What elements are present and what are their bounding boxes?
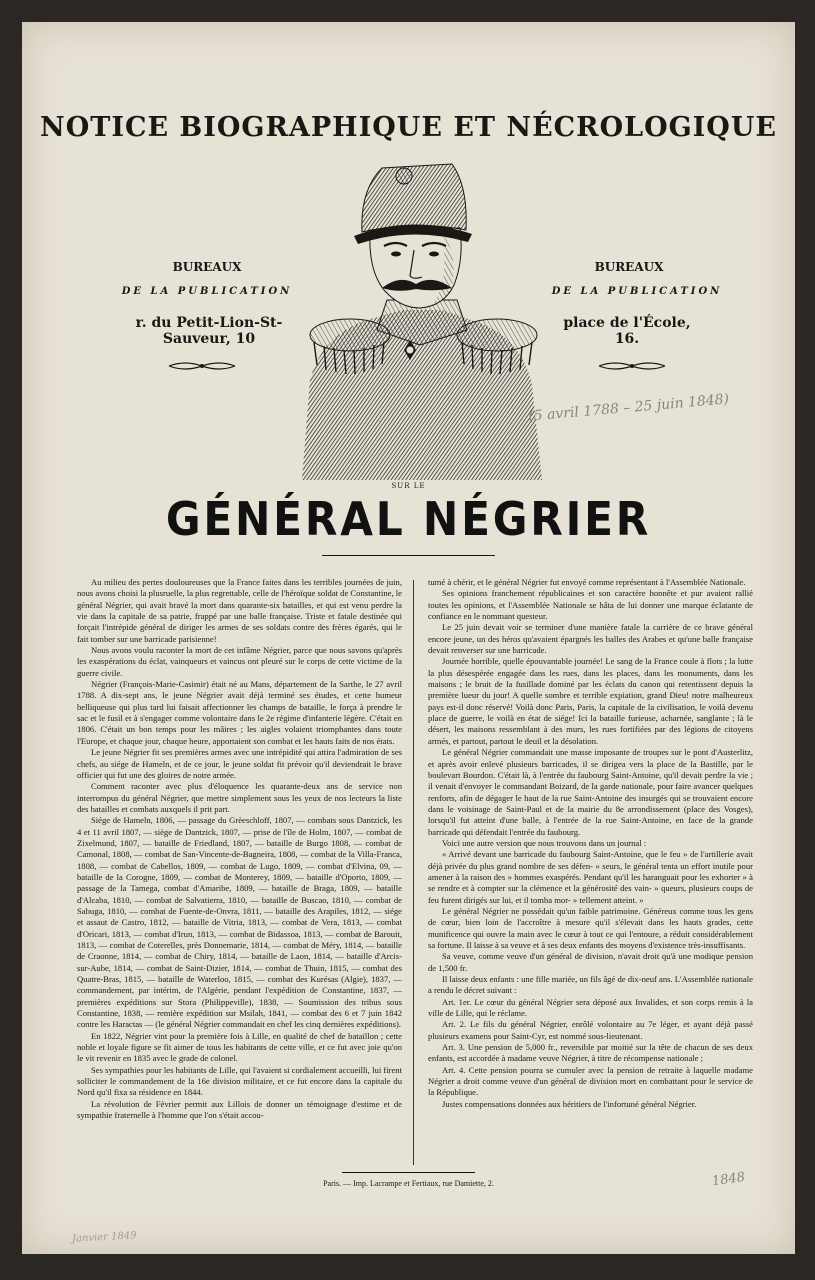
handwritten-dates: (5 avril 1788 – 25 juin 1848) — [527, 391, 730, 425]
right-publication-label: DE LA PUBLICATION — [551, 286, 723, 297]
paragraph: Nous avons voulu raconter la mort de cet infâme Négrier, parce que nous savons qu'après les exaspérations du éclat, vainqueurs et vaincus ont pleuré sur le corps de cette victime de la guerre civile. — [77, 645, 402, 678]
paragraph: Le général Négrier ne possédait qu'un faible patrimoine. Généreux comme tous les gens de cœur, bien loin de l'accroître à mesure qu'il s'élevait dans les hauts grades, cette munificence qui ouvre la main avec le cœur à tout ce qui l'entoure, a réduit considérablement sa fortune. Il laisse à sa veuve et à ses deux enfants des moyens d'existence très-insuffisants. — [428, 905, 753, 950]
poster-title: NOTICE BIOGRAPHIQUE ET NÉCROLOGIQUE — [40, 112, 777, 143]
poster-sheet — [22, 22, 795, 1254]
paragraph: « Arrivé devant une barricade du faubourg Saint-Antoine, que le feu » de l'artillerie avait déjà privée du plus grand nombre de ses défen- » seurs, le général tenta un effort inutile pour amener à la raison des » hommes exaspérés. Pendant qu'il les haranguait pour les exhorter » à se rendre et à compter sur la clémence et la générosité des vain- » queurs, plusieurs coups de feu furent dirigés sur lui, et il tomba mor- » tellement atteint. » — [428, 849, 753, 905]
left-ornament-icon — [167, 360, 237, 372]
paragraph: Au milieu des pertes douloureuses que la France faites dans les terribles journées de juin, nous avons choisi la plusruelle, la plus regrettable, celle de l'héroïque soldat de Constantine, le général Négrier, qui avait bravé la mort dans quarante-six batailles, et qui est venu perdre la vie dans la capitale de sa patrie, frappé par une balle française. Triste et fatale destinée qui forçait l'intrépide général de diriger les armes de ses soldats contre des frères égarés, qui le fait tomber sur une barricade parisienne! — [77, 577, 402, 644]
paragraph: Il laisse deux enfants : une fille mariée, un fils âgé de dix-neuf ans. L'Assemblée nationale a rendu le décret suivant : — [428, 974, 753, 996]
text-column-right — [428, 577, 753, 1169]
paragraph: La révolution de Février permit aux Lillois de donner un témoignage d'estime et de sympathie fraternelle à l'homme que l'on s'était accou- — [77, 1098, 402, 1121]
paragraph: Ses sympathies pour les habitants de Lille, qui l'avaient si cordialement accueilli, lui firent solliciter le commandement de la 16e division militaire, et ce fut encore dans la capitale du Nord qu'il fixa sa résidence en 1844. — [77, 1064, 402, 1098]
right-bureaux-label: BUREAUX — [594, 260, 664, 274]
sur-le-label: SUR LE — [391, 482, 426, 490]
general-name-heading: GÉNÉRAL NÉGRIER — [165, 492, 652, 546]
paragraph: Art. 3. Une pension de 5,000 fr., reversible par moitié sur la tête de chacun de ses deux enfants, est accordée à madame veuve Négrier, à titre de récompense nationale ; — [428, 1042, 753, 1064]
paragraph: Comment raconter avec plus d'éloquence les quarante-deux ans de service non interrompus du général Négrier, que mettre simplement sous les yeux de nos lecteurs la liste des batailles et combats auxquels il prit part. — [77, 781, 402, 814]
paragraph: Art. 2. Le fils du général Négrier, enrôlé volontaire au 7e léger, et ayant déjà passé plusieurs examens pour Saint-Cyr, est nommé sous-lieutenant. — [428, 1019, 753, 1041]
right-address: place de l'École, 16. — [563, 315, 691, 347]
text-column-left — [77, 577, 402, 1169]
paragraph: Voici une autre version que nous trouvons dans un journal : — [442, 837, 647, 848]
paragraph: Le jeune Négrier fit ses premières armes avec une intrépidité qui attira l'admiration de ses chefs, au siége de Hameln, et de ce jour, le jeune soldat fit prévoir qu'il deviendrait le brave officier qui fut une des gloires de notre armée. — [77, 747, 402, 780]
general-portrait-image — [292, 150, 548, 482]
paragraph: Siége de Hameln, 1806, — passage du Grèeschloff, 1807, — combats sous Dantzick, les 4 et 11 avril 1807, — siège de Dantzick, 1807, — prise de l'île de Holm, 1807, — combat de Zixelmund, 1807, — bataille de Friedland, 1807, — bataille de Burgo 1808, — combat de Camonal, 1808, — combat de San-Vincente-de-Bagneira, 1808, — combat de la Villa-Franca, 1808, — combat de Cabellos, 1809, — combat de Lugo, 1809, — combat d'Elvina, 09, — bataille de la Corogne, 1809, — combat de Monterey, 1809, — bataille d'Oporto, 1809, — passage de la Tamega, combat d'Amaribe, 1809, — bataille de Braga, 1809, — bataille d'Alcaba, 1810, — combat de Salvatierra, 1810, — bataille de Buscao, 1810, — combat de Sabuga, 1810, — combat de Fuente-de-Onvra, 1811, — bataille des Arapiles, 1812, — siége et assaut de Castro, 1812, — bataille de Vitria, 1813, — combat de Vera, 1813, — combat d'Oricari, 1813, — combat d'Irun, 1813, — combat de Bidassoa, 1813, — combat de Barouit, 1813, — combat de Coterelles, près Donnemarie, 1814, — combat de Méry, 1814, — bataille de Craonne, 1814, — combat de Chiry, 1814, — bataille de Laon, 1814, — bataille d'Arcis-sur-Aube, 1814, — combat de Saint-Dizier, 1814, — combat de Thuin, 1815, — combat des Quatre-Bras, 1815, — bataille de Waterloo, 1815, — combat des Kurésas (Algie), 1837, — commandement, par intérim, de l'Algérie, pendant l'expédition de Constantine, 1837, — premières expéditions sur Stora (Philippeville), 1838, — Soumission des tribus sous Constantine, 1838, — remière expédition sur Msilah, 1841, — combat des 6 et 7 juin 1842 contre les Haractas — (le général Négrier commandait en chef les cinq dernières expéditions). — [77, 815, 402, 1030]
left-address: r. du Petit-Lion-St-Sauveur, 10 — [135, 315, 283, 347]
paragraph: Ses opinions franchement républicaines et son caractère honnête et pur avaient rallié toutes les opinions, et l'Assemblée Nationale se hâta de lui donner une marque éclatante de confiance en le nommant questeur. — [428, 588, 753, 622]
paragraph: Négrier (François-Marie-Casimir) était né au Mans, département de la Sarthe, le 27 avril 1788. A dix-sept ans, le jeune Négrier avait déjà terminé ses études, et cette humeur belliqueuse qui plus tard lui faisait affectionner les champs de bataille, le força à prendre le sac et le fusil et à s'engager comme volontaire dans le 2e régime d'infanterie légère. C'était en 1806. C'était un bon temps pour les mâires ; les aigles volaient triomphantes dans toute l'Europe, et chaque jour, chaque heure, apportaient son combat et les hauts faits de nos états. — [77, 679, 402, 746]
paragraph: Le 25 juin devait voir se terminer d'une manière fatale la carrière de ce brave général encore jeune, un des héros qu'avaient épargnés les balles des Arabes et qu'une balle française devait renverser sur une barricade. — [428, 622, 753, 656]
column-divider — [413, 580, 414, 1165]
paragraph: Justes compensations données aux héritiers de l'infortuné général Négrier. — [442, 1098, 697, 1109]
paragraph: Art. 1er. Le cœur du général Négrier sera déposé aux Invalides, et son corps remis à la ville de Lille, qui le réclame. — [428, 996, 753, 1019]
footer-rule — [342, 1172, 475, 1173]
name-underline — [322, 555, 495, 556]
paragraph: Le général Négrier commandait une masse imposante de troupes sur le pont d'Austerlitz, et après avoir enlevé plusieurs barricades, il se dirigea vers la place de la Bastille, par le boulevart Bourdon. C'était là, à l'entrée du faubourg Saint-Antoine, qu'il devait perdre la vie ; il venait d'envoyer le commandant Boizard, de la garde nationale, pour faire avancer quelques renforts, afin de dégager le haut de la rue Saint-Antoine des insurgés qui se trouvaient encore dans le voisinage de Saint-Paul et de la mairie du 8e arrondissement (place des Vosges), lorsqu'il fut atteint d'une balle, à l'entrée de la rue Saint-Antoine, en face de la grande barricade qui défendait l'entrée du faubourg. — [428, 747, 753, 837]
paragraph: Sa veuve, comme veuve d'un général de division, n'avait droit qu'à une modique pension de 1,500 fr. — [428, 951, 753, 973]
paragraph: tumé à chérir, et le général Négrier fut envoyé comme représentant à l'Assemblée Nationale. — [428, 577, 746, 587]
left-bureaux-label: BUREAUX — [172, 260, 242, 274]
right-ornament-icon — [597, 360, 667, 372]
handwritten-note-right: 1848 — [711, 1169, 746, 1190]
paragraph: En 1822, Négrier vint pour la première fois à Lille, en qualité de chef de bataillon ; cette noble et loyale figure se fit aimer de tous les habitants de cette ville, et ce fut avec joie qu'on le vit revenir en 1835 avec le grade de colonel. — [77, 1030, 402, 1064]
printer-imprint: Paris. — Imp. Lacrampe et Fertiaux, rue Damiette, 2. — [323, 1179, 494, 1188]
paragraph: Art. 4. Cette pension pourra se cumuler avec la pension de retraite à laquelle madame Négrier a droit comme veuve d'un général de division mort en combattant pour le service de la République. — [428, 1064, 753, 1098]
left-publication-label: DE LA PUBLICATION — [121, 286, 293, 297]
handwritten-note-left: Janvier 1849 — [71, 1230, 137, 1245]
paragraph: Journée horrible, quelle épouvantable journée! Le sang de la France coule à flots ; la lutte la plus désespérée engagée dans les rues, dans les places, dans les monuments, dans les maisons ; le bruit de la fusillade dominé par les éclats du canon qui retentissent depuis la première lueur du jour! A quelle sombre et terrible expiation, grand Dieu! notre malheureux pays est-il donc réservé! Voilà donc Paris, Paris, la capitale de la civilisation, le voilà devenu place de guerre, le voilà en état de siége! Ici la bataille furieuse, acharnée, sanglante ; là le désert, les maisons ressemblant à des murs, les rues fortifiées par des légions de citoyens armés, et partout, partout le deuil et la désolation. — [428, 656, 753, 746]
